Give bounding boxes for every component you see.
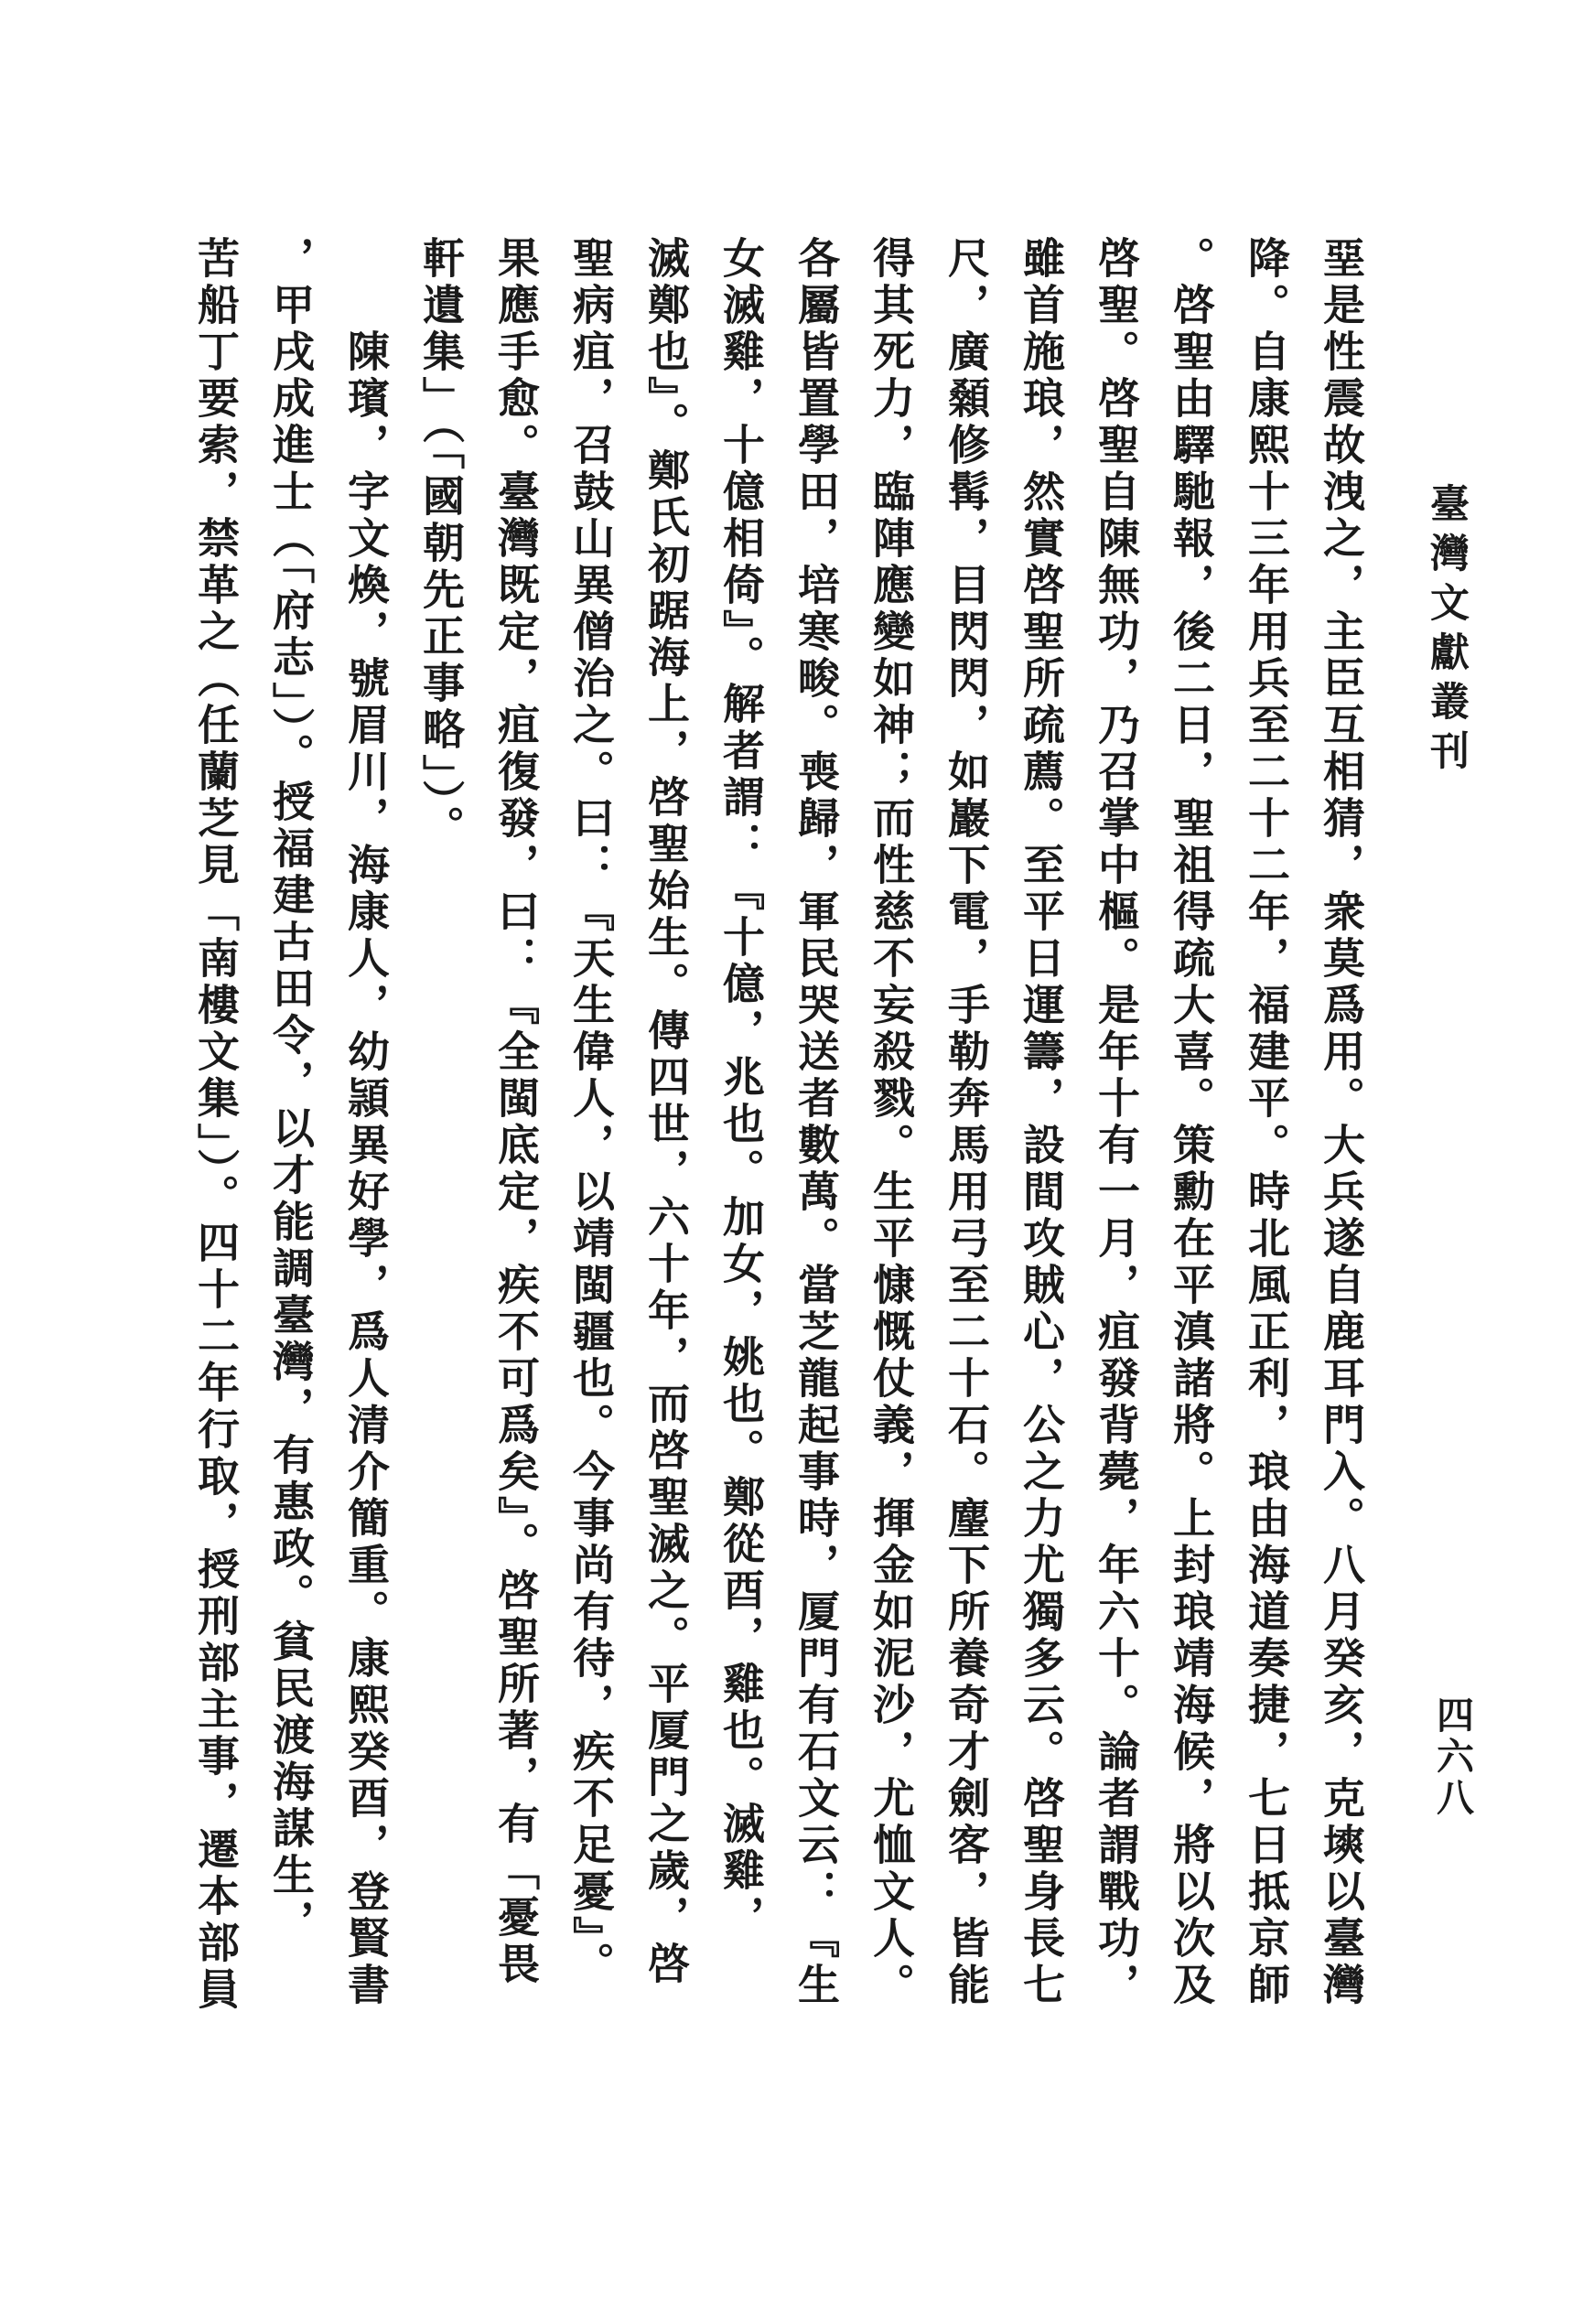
text-column-01: 堊是性震故洩之，主臣互相猜，衆莫爲用。大兵遂自鹿耳門入。八月癸亥，克塽以臺灣 bbox=[1318, 236, 1364, 2009]
page-number: 四六八 bbox=[1431, 1695, 1473, 1819]
text-column-16: 苦船丁要索，禁革之（任蘭芝見「南樓文集」）。四十二年行取，授刑部主事，遷本部員 bbox=[192, 236, 239, 2014]
text-column-03: 。啓聖由驛馳報，後二日，聖祖得疏大喜。策勳在平滇諸將。上封琅靖海候，將以次及 bbox=[1168, 236, 1214, 2009]
text-column-08: 各屬皆置學田，培寒畯。喪歸，軍民哭送者數萬。當芝龍起事時，厦門有石文云：『生 bbox=[792, 236, 839, 2009]
text-column-05: 雖首施琅，然實啓聖所疏薦。至平日運籌，設間攻賊心，公之力尤獨多云。啓聖身長七 bbox=[1018, 236, 1064, 2009]
text-column-02: 降。自康熙十三年用兵至二十二年，福建平。時北風正利，琅由海道奏捷，七日抵京師 bbox=[1243, 236, 1289, 2009]
text-column-15: ，甲戌成進士（「府志」）。授福建古田令，以才能調臺灣，有惠政。貧民渡海謀生， bbox=[267, 236, 314, 1946]
text-column-04: 啓聖。啓聖自陳無功，乃召掌中樞。是年十有一月，疽發背薨，年六十。論者謂戰功， bbox=[1093, 236, 1139, 2009]
text-column-06: 尺，廣顙修髯，目閃閃，如巖下電，手勒奔馬用弓至二十石。麈下所養奇才劍客，皆能 bbox=[942, 236, 989, 2009]
text-column-12: 果應手愈。臺灣既定，疽復發，曰：『全閩底定，疾不可爲矣』。啓聖所著，有「憂畏 bbox=[492, 236, 539, 1988]
text-column-13: 軒遺集」（「國朝先正事略」）。 bbox=[417, 236, 464, 852]
series-title: 臺灣文獻叢刊 bbox=[1425, 483, 1468, 780]
text-column-10: 滅鄭也』。鄭氏初踞海上，啓聖始生。傳四世，六十年，而啓聖滅之。平厦門之歲，啓 bbox=[642, 236, 689, 1988]
text-column-14: 陳璸，字文煥，號眉川，海康人，幼頴異好學，爲人清介簡重。康熙癸酉，登賢書 bbox=[342, 329, 389, 2009]
text-column-07: 得其死力，臨陣應變如神；而性慈不妄殺戮。生平慷慨仗義，揮金如泥沙，尤恤文人。 bbox=[867, 236, 914, 2009]
text-column-09: 女滅雞，十億相倚』。解者謂：『十億，兆也。加女，姚也。鄭從酉，雞也。滅雞， bbox=[717, 236, 764, 1942]
text-block bbox=[178, 236, 1378, 2029]
text-column-11: 聖病疽，召鼓山異僧治之。曰：『天生偉人，以靖閩疆也。今事尚有待，疾不足憂』。 bbox=[567, 236, 614, 1988]
